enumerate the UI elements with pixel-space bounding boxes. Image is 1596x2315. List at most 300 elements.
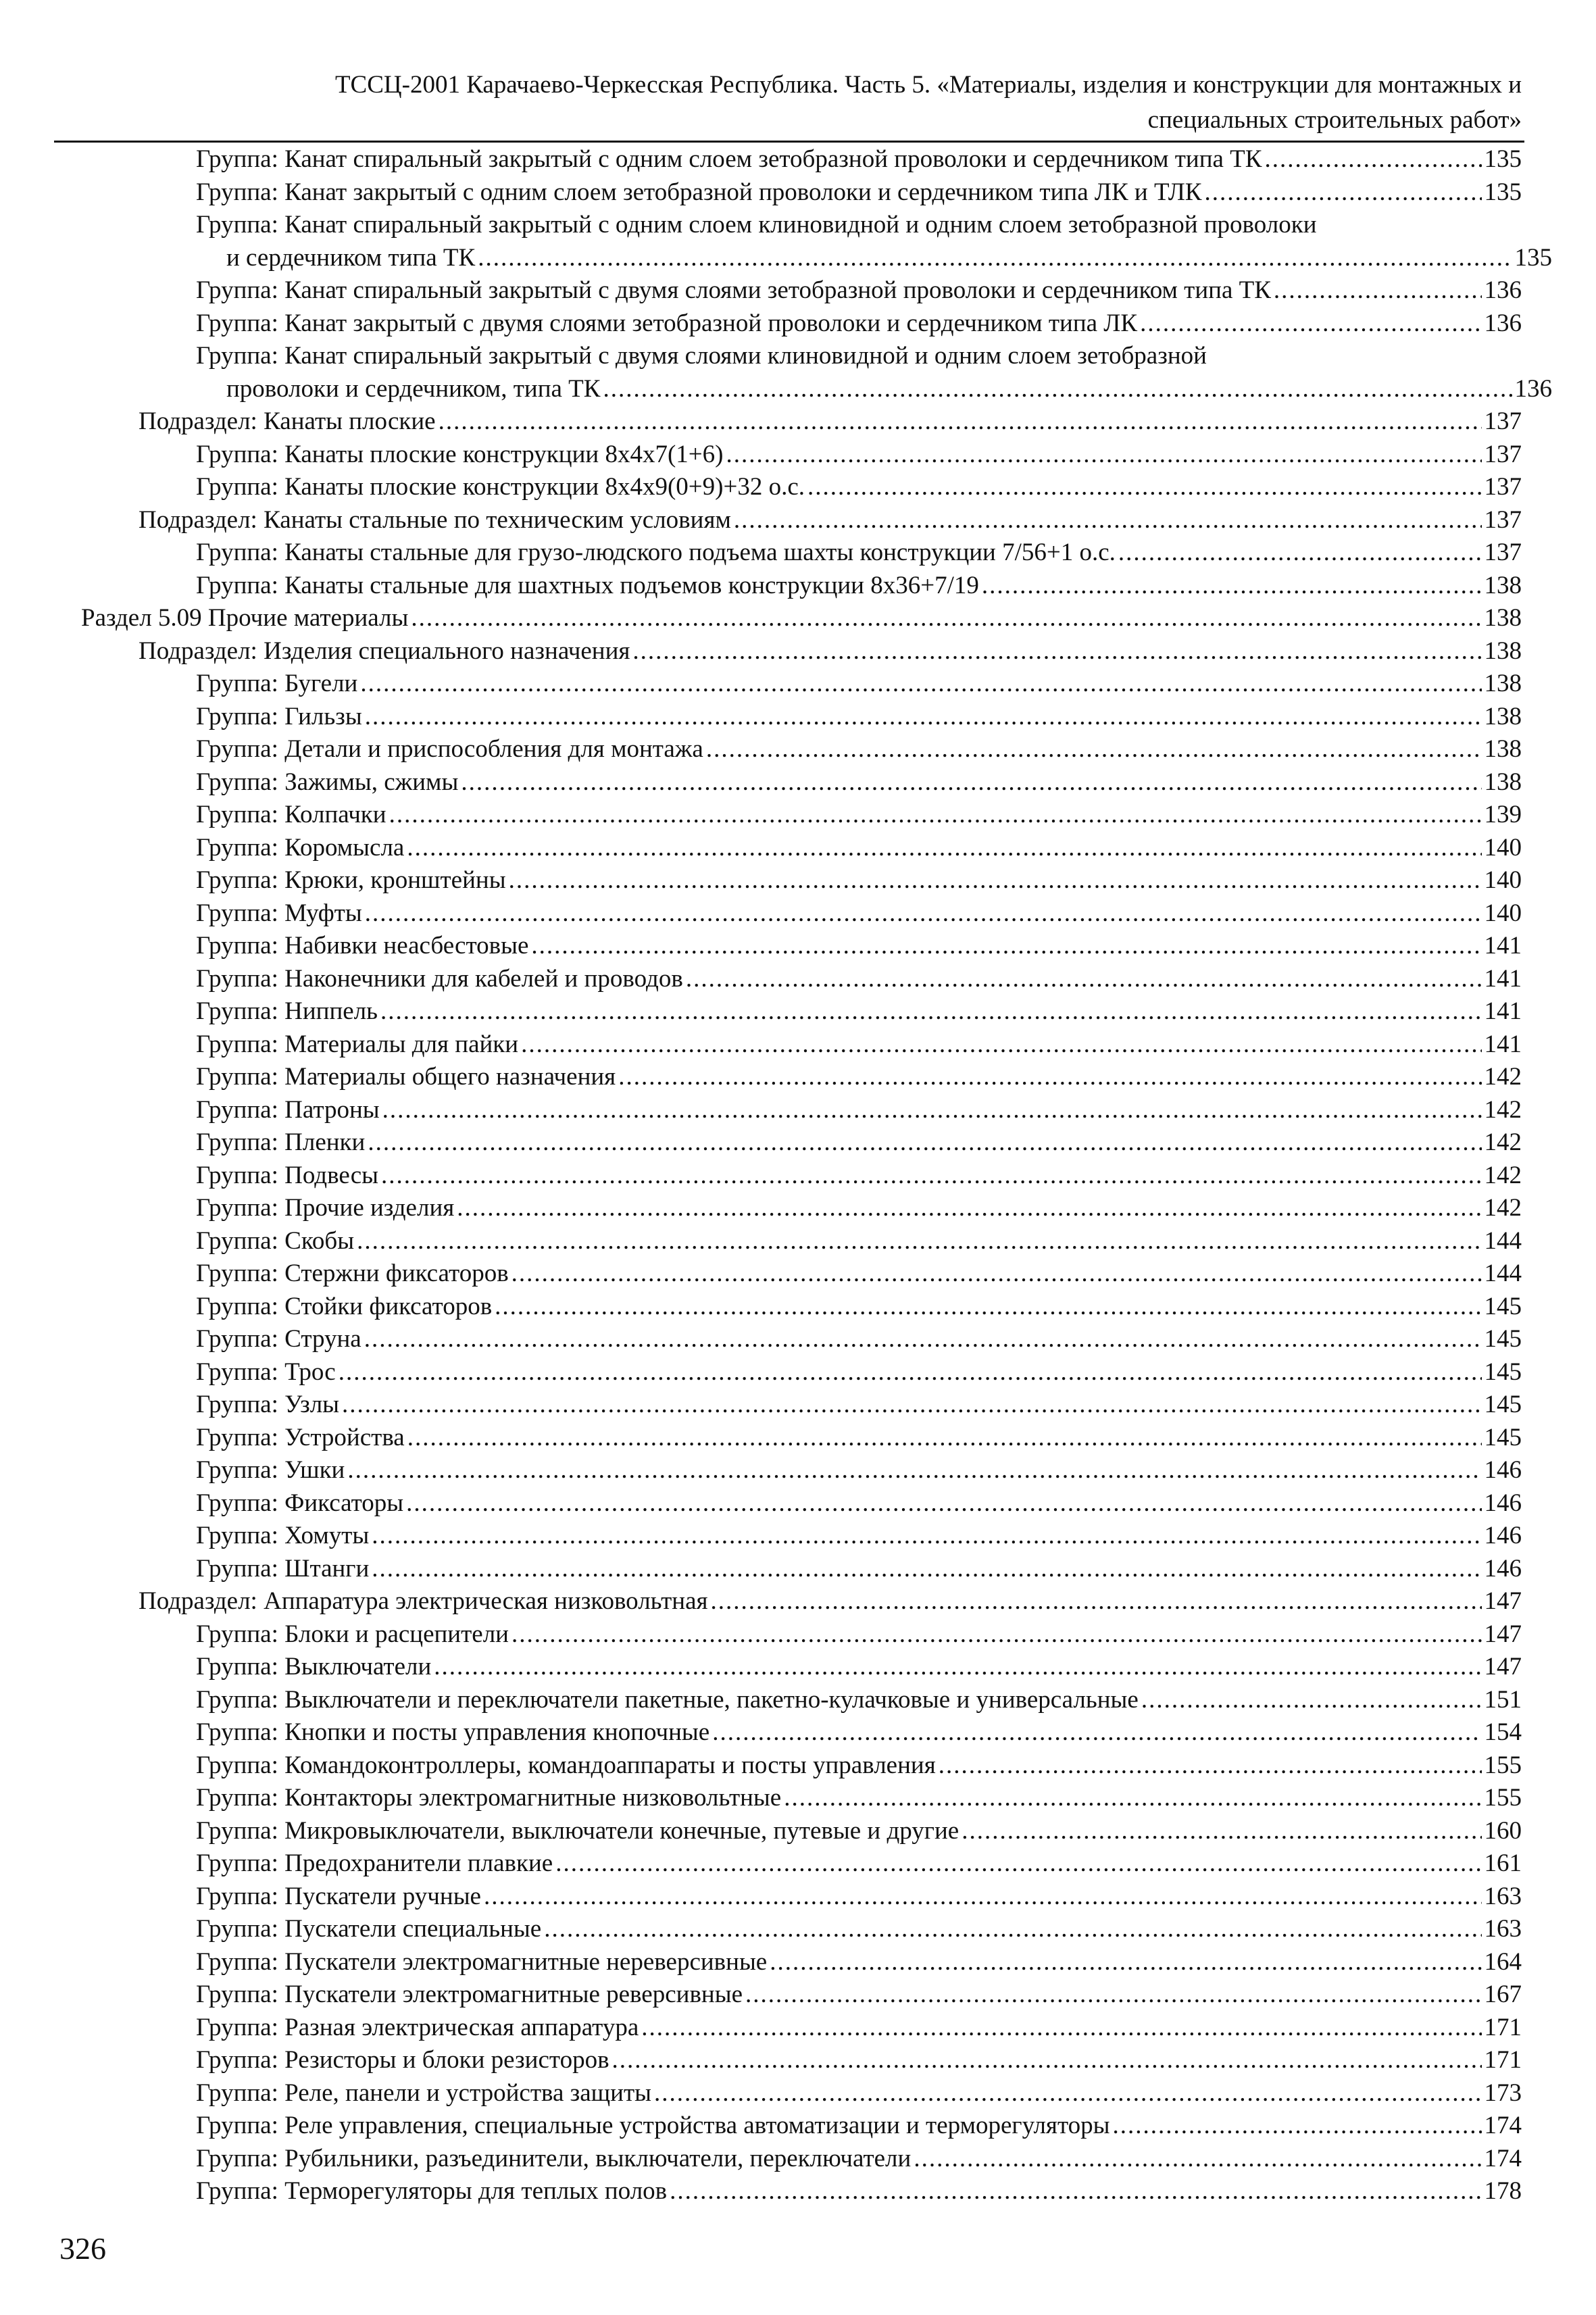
toc-entry-page: 138 xyxy=(1484,735,1522,763)
toc-entry-label xyxy=(139,1585,708,1618)
toc-entry-page: 173 xyxy=(1484,2078,1522,2107)
toc-entry-line xyxy=(196,537,1522,570)
toc-entry-page: 146 xyxy=(1484,1489,1522,1517)
toc-entry-label xyxy=(196,1291,492,1324)
running-header-line-2: специальных строительных работ» xyxy=(1147,106,1522,134)
toc-entry-prefix: Группа: xyxy=(196,833,285,862)
dot-leader xyxy=(365,701,1482,734)
dot-leader xyxy=(484,1881,1482,1914)
toc-entry-line xyxy=(196,307,1522,341)
toc-group-entry xyxy=(0,1192,1522,1225)
toc-entry-title: Резисторы и блоки резисторов xyxy=(284,2046,609,2074)
toc-entry-label xyxy=(196,1487,403,1520)
toc-entry-label xyxy=(196,668,357,701)
toc-entry-label xyxy=(196,799,386,832)
toc-entry-title: Стержни фиксаторов xyxy=(284,1260,509,1287)
dot-leader xyxy=(654,2077,1482,2110)
toc-entry-title: Кнопки и посты управления кнопочные xyxy=(284,1718,710,1746)
dot-leader xyxy=(368,1126,1481,1160)
toc-entry-prefix: Группа: xyxy=(196,539,285,566)
toc-entry-page: 160 xyxy=(1484,1816,1522,1845)
toc-entry-label xyxy=(196,1323,361,1356)
toc-group-entry xyxy=(0,1618,1522,1651)
toc-entry-label xyxy=(196,570,979,603)
toc-group-entry xyxy=(0,274,1522,307)
toc-entry-label xyxy=(196,1454,345,1487)
toc-entry-line xyxy=(196,1553,1522,1586)
toc-entry-title: Канаты плоские конструкции 8х4х7(1+6) xyxy=(284,440,724,468)
dot-leader xyxy=(521,1028,1481,1062)
toc-entry-line xyxy=(196,2012,1522,2045)
toc-entry-label xyxy=(196,1946,767,1979)
dot-leader xyxy=(380,995,1481,1028)
toc-entry-label xyxy=(196,2110,1109,2143)
dot-leader xyxy=(784,1782,1481,1815)
toc-group-entry xyxy=(0,1094,1522,1127)
toc-entry-label xyxy=(196,439,723,472)
toc-entry-title-continuation: проволоки и сердечником, типа ТК xyxy=(226,374,601,403)
toc-entry-first-line xyxy=(196,209,1522,242)
toc-entry-prefix: Группа: xyxy=(196,473,285,501)
dot-leader xyxy=(339,1356,1482,1389)
page-number: 326 xyxy=(59,2231,106,2266)
toc-entry-prefix: Группа: xyxy=(196,309,285,337)
toc-group-entry xyxy=(0,1684,1522,1717)
toc-group-entry xyxy=(0,2077,1522,2110)
toc-group-entry xyxy=(0,733,1522,766)
dot-leader xyxy=(509,864,1482,897)
dot-leader xyxy=(382,1094,1482,1127)
toc-entry-line xyxy=(196,701,1522,734)
toc-entry-title: Патроны xyxy=(284,1095,380,1124)
toc-entry-line xyxy=(196,1913,1522,1946)
toc-group-entry xyxy=(0,143,1522,176)
toc-entry-prefix: Группа: xyxy=(196,1882,285,1910)
toc-entry-label xyxy=(196,1192,454,1225)
toc-entry-title: Канат спиральный закрытый с двумя слоями клиновидной и одним слоем зетобразной xyxy=(284,342,1207,370)
toc-entry-page: 139 xyxy=(1484,801,1522,828)
toc-entry-label xyxy=(196,307,1137,341)
toc-entry-title: Рубильники, разъединители, выключатели, переключатели xyxy=(284,2144,912,2172)
toc-entry-line xyxy=(196,799,1522,832)
toc-entry-page: 147 xyxy=(1484,1587,1522,1615)
toc-entry-line xyxy=(196,1978,1522,2012)
dot-leader xyxy=(357,1225,1481,1258)
toc-group-entry xyxy=(0,2110,1522,2143)
toc-entry-line xyxy=(196,2110,1522,2143)
toc-entry-page: 155 xyxy=(1484,1784,1522,1812)
toc-entry-page: 146 xyxy=(1484,1554,1522,1583)
toc-entry-title: Пускатели электромагнитные реверсивные xyxy=(284,1981,743,2008)
dot-leader xyxy=(1118,537,1482,570)
toc-entry-line xyxy=(196,1946,1522,1979)
toc-entry-page: 137 xyxy=(1484,440,1522,468)
toc-entry-label xyxy=(81,602,408,635)
toc-entry-prefix: Группа: xyxy=(196,768,285,796)
dot-leader xyxy=(544,1913,1481,1946)
toc-entry-label xyxy=(196,1225,354,1258)
toc-entry-prefix: Подраздел: xyxy=(139,407,264,435)
toc-entry-prefix: Группа: xyxy=(196,801,285,828)
toc-entry-line xyxy=(196,570,1522,603)
toc-entry-title: Бугели xyxy=(284,670,358,697)
toc-entry-title: Разная электрическая аппаратура xyxy=(284,2013,639,2041)
toc-entry-page: 154 xyxy=(1484,1718,1522,1746)
toc-entry-label xyxy=(196,1815,959,1848)
toc-entry-page: 174 xyxy=(1484,2112,1522,2139)
toc-entry-page: 146 xyxy=(1484,1522,1522,1549)
toc-entry-title: Канаты стальные по техническим условиям xyxy=(264,505,731,534)
toc-entry-label xyxy=(196,1126,365,1160)
toc-entry-label xyxy=(196,537,1116,570)
toc-group-entry xyxy=(0,1847,1522,1881)
dot-leader xyxy=(434,1651,1481,1684)
toc-group-entry xyxy=(0,864,1522,897)
toc-entry-line xyxy=(196,1061,1522,1094)
dot-leader xyxy=(1274,274,1482,307)
toc-entry-page: 164 xyxy=(1484,1947,1522,1976)
toc-entry-line xyxy=(196,1782,1522,1815)
toc-entry-title: Микровыключатели, выключатели конечные, путевые и другие xyxy=(284,1816,959,1845)
dot-leader xyxy=(770,1946,1481,1979)
toc-entry-line xyxy=(196,1684,1522,1717)
header-divider xyxy=(54,141,1524,143)
toc-entry-label xyxy=(196,1684,1139,1717)
toc-entry-prefix: Группа: xyxy=(196,1554,285,1583)
toc-entry-page: 151 xyxy=(1484,1685,1522,1714)
dot-leader xyxy=(347,1454,1481,1487)
toc-entry-prefix: Группа: xyxy=(196,1784,285,1812)
toc-entry-page: 163 xyxy=(1484,1915,1522,1943)
dot-leader xyxy=(555,1847,1481,1881)
toc-entry-page: 144 xyxy=(1484,1226,1522,1255)
toc-entry-label xyxy=(196,2175,667,2208)
dot-leader xyxy=(1204,176,1481,209)
toc-group-entry xyxy=(0,799,1522,832)
toc-group-entry xyxy=(0,766,1522,799)
toc-entry-prefix: Группа: xyxy=(196,1030,285,1058)
toc-group-entry xyxy=(0,1881,1522,1914)
toc-entry-prefix: Группа: xyxy=(196,342,285,370)
toc-group-entry xyxy=(0,209,1552,274)
toc-entry-page: 145 xyxy=(1484,1423,1522,1451)
toc-entry-line xyxy=(196,1881,1522,1914)
toc-entry-line xyxy=(196,864,1522,897)
toc-group-entry xyxy=(0,2175,1522,2208)
toc-group-entry xyxy=(0,963,1522,996)
toc-entry-line xyxy=(139,405,1522,439)
toc-group-entry xyxy=(0,1454,1522,1487)
toc-entry-title: Канат спиральный закрытый с одним слоем клиновидной и одним слоем зетобразной проволоки xyxy=(284,211,1317,239)
toc-entry-line xyxy=(196,832,1522,865)
toc-entry-line xyxy=(196,176,1522,209)
toc-entry-title: Канаты плоские конструкции 8х4х9(0+9)+32 о.с. xyxy=(284,473,805,501)
dot-leader xyxy=(618,1061,1481,1094)
toc-entry-line xyxy=(196,668,1522,701)
toc-entry-page: 141 xyxy=(1484,964,1522,993)
toc-entry-label xyxy=(196,143,1262,176)
dot-leader xyxy=(360,668,1481,701)
toc-group-entry xyxy=(0,701,1522,734)
toc-entry-page: 136 xyxy=(1484,309,1522,337)
toc-group-entry xyxy=(0,176,1522,209)
toc-entry-label xyxy=(196,176,1201,209)
toc-entry-label xyxy=(196,1094,380,1127)
toc-entry-prefix: Подраздел: xyxy=(139,505,264,534)
toc-entry-title: Муфты xyxy=(284,899,362,927)
toc-entry-line xyxy=(196,274,1522,307)
toc-entry-prefix: Группа: xyxy=(196,1849,285,1877)
toc-entry-label xyxy=(196,963,683,996)
toc-entry-label xyxy=(196,2077,651,2110)
toc-entry-line xyxy=(196,1323,1522,1356)
dot-leader xyxy=(1140,307,1481,341)
toc-entry-line xyxy=(196,1160,1522,1193)
toc-entry-line xyxy=(196,1126,1522,1160)
toc-group-entry xyxy=(0,2143,1522,2176)
toc-entry-label xyxy=(196,1520,369,1553)
toc-entry-prefix: Группа: xyxy=(196,2144,285,2172)
toc-entry-title: Предохранители плавкие xyxy=(284,1849,553,1877)
toc-entry-title: Изделия специального назначения xyxy=(264,637,630,665)
toc-entry-title: Материалы общего назначения xyxy=(284,1063,616,1091)
toc-entry-page: 141 xyxy=(1484,997,1522,1025)
toc-group-entry xyxy=(0,1225,1522,1258)
toc-entry-page: 137 xyxy=(1484,407,1522,435)
toc-entry-prefix: Группа: xyxy=(196,2177,285,2205)
toc-section-entry xyxy=(0,602,1522,635)
toc-entry-prefix: Группа: xyxy=(196,1358,285,1386)
toc-entry-page: 163 xyxy=(1484,1882,1522,1910)
toc-entry-prefix: Группа: xyxy=(196,1456,285,1484)
toc-entry-prefix: Группа: xyxy=(196,2013,285,2041)
toc-group-entry xyxy=(0,1291,1522,1324)
toc-entry-label xyxy=(196,1847,553,1881)
toc-entry-prefix: Группа: xyxy=(196,997,285,1025)
toc-entry-continuation-line xyxy=(196,373,1552,406)
toc-entry-title: Выключатели xyxy=(284,1653,432,1681)
toc-entry-first-line xyxy=(196,340,1522,373)
toc-entry-label xyxy=(196,733,703,766)
toc-entry-title: Канат спиральный закрытый с одним слоем зетобразной проволоки и сердечником типа ТК xyxy=(284,145,1262,173)
toc-entry-prefix: Подраздел: xyxy=(139,1587,264,1615)
toc-group-entry xyxy=(0,2044,1522,2077)
toc-entry-title: Гильзы xyxy=(284,702,362,730)
toc-entry-prefix: Группа: xyxy=(196,1653,285,1681)
toc-entry-title: Канаты плоские xyxy=(264,407,436,435)
toc-entry-prefix: Группа: xyxy=(196,932,285,960)
toc-entry-title: Ниппель xyxy=(284,997,378,1025)
dot-leader xyxy=(531,930,1481,963)
toc-group-entry xyxy=(0,1323,1522,1356)
toc-entry-page: 141 xyxy=(1484,1030,1522,1058)
toc-entry-line xyxy=(196,1389,1522,1422)
toc-entry-page: 142 xyxy=(1484,1095,1522,1124)
toc-entry-line xyxy=(139,504,1522,537)
toc-entry-line xyxy=(196,1356,1522,1389)
toc-entry-page: 138 xyxy=(1484,604,1522,632)
toc-entry-label xyxy=(196,1422,405,1455)
toc-entry-label xyxy=(196,1881,481,1914)
toc-group-entry xyxy=(0,1160,1522,1193)
dot-leader xyxy=(512,1258,1482,1291)
toc-entry-line xyxy=(196,1618,1522,1651)
toc-entry-title: Канат спиральный закрытый с двумя слоями зетобразной проволоки и сердечником типа ТК xyxy=(284,276,1271,304)
toc-entry-prefix: Группа: xyxy=(196,1063,285,1091)
dot-leader xyxy=(381,1160,1482,1193)
toc-group-entry xyxy=(0,1651,1522,1684)
toc-entry-page: 140 xyxy=(1484,866,1522,894)
dot-leader xyxy=(939,1749,1482,1783)
toc-entry-label xyxy=(139,635,630,668)
dot-leader xyxy=(457,1192,1481,1225)
toc-group-entry xyxy=(0,1978,1522,2012)
toc-entry-line xyxy=(196,2077,1522,2110)
dot-leader xyxy=(726,439,1481,472)
toc-group-entry xyxy=(0,1028,1522,1062)
toc-group-entry xyxy=(0,1422,1522,1455)
toc-entry-prefix: Группа: xyxy=(196,1423,285,1451)
toc-group-entry xyxy=(0,995,1522,1028)
toc-entry-line xyxy=(196,1847,1522,1881)
toc-entry-title: Пускатели электромагнитные нереверсивные xyxy=(284,1947,768,1976)
toc-entry-prefix: Группа: xyxy=(196,276,285,304)
toc-entry-prefix: Группа: xyxy=(196,145,285,173)
toc-entry-page: 145 xyxy=(1484,1391,1522,1418)
toc-entry-line xyxy=(196,2175,1522,2208)
toc-entry-title: Командоконтроллеры, командоаппараты и посты управления xyxy=(284,1751,936,1779)
toc-group-entry xyxy=(0,1356,1522,1389)
toc-entry-line xyxy=(139,635,1522,668)
toc-entry-prefix: Группа: xyxy=(196,2112,285,2139)
toc-entry-line xyxy=(196,1454,1522,1487)
toc-entry-line xyxy=(196,1815,1522,1848)
toc-entry-label xyxy=(196,1716,709,1749)
toc-entry-title: Терморегуляторы для теплых полов xyxy=(284,2177,668,2205)
toc-entry-label xyxy=(139,405,436,439)
dot-leader xyxy=(914,2143,1481,2176)
toc-entry-label xyxy=(196,2143,911,2176)
toc-group-entry xyxy=(0,1749,1522,1783)
toc-entry-page: 137 xyxy=(1484,539,1522,566)
toc-group-entry xyxy=(0,1126,1522,1160)
dot-leader xyxy=(512,1618,1482,1651)
toc-group-entry xyxy=(0,1815,1522,1848)
dot-leader xyxy=(711,1585,1482,1618)
toc-entry-label xyxy=(196,995,378,1028)
toc-entry-label xyxy=(196,930,528,963)
toc-entry-prefix: Группа: xyxy=(196,1522,285,1549)
toc-entry-title: Набивки неасбестовые xyxy=(284,932,529,960)
toc-entry-title: Контакторы электромагнитные низковольтные xyxy=(284,1784,782,1812)
toc-entry-line xyxy=(196,897,1522,930)
toc-entry-prefix: Группа: xyxy=(196,1260,285,1287)
dot-leader xyxy=(407,832,1481,865)
dot-leader xyxy=(745,1978,1481,2012)
toc-entry-page: 136 xyxy=(1514,374,1552,403)
toc-entry-page: 138 xyxy=(1484,637,1522,665)
toc-group-entry xyxy=(0,668,1522,701)
dot-leader xyxy=(406,1487,1481,1520)
toc-entry-line xyxy=(196,1651,1522,1684)
toc-entry-label xyxy=(196,471,805,504)
toc-entry-prefix: Группа: xyxy=(196,211,285,239)
dot-leader xyxy=(982,570,1482,603)
dot-leader xyxy=(706,733,1482,766)
toc-entry-label xyxy=(196,897,362,930)
toc-entry-page: 135 xyxy=(1514,243,1552,272)
toc-entry-prefix: Группа: xyxy=(196,571,285,599)
toc-entry-prefix: Группа: xyxy=(196,1095,285,1124)
dot-leader xyxy=(603,373,1512,406)
toc-entry-label xyxy=(196,1978,743,2012)
dot-leader xyxy=(461,766,1481,799)
toc-group-entry xyxy=(0,897,1522,930)
toc-entry-prefix: Группа: xyxy=(196,2078,285,2107)
toc-entry-line xyxy=(196,1258,1522,1291)
dot-leader xyxy=(670,2175,1481,2208)
toc-subsection-entry xyxy=(0,635,1522,668)
toc-entry-line xyxy=(196,1192,1522,1225)
toc-entry-label xyxy=(196,766,458,799)
toc-entry-title: Детали и приспособления для монтажа xyxy=(284,735,703,763)
toc-entry-page: 171 xyxy=(1484,2046,1522,2074)
toc-entry-page: 135 xyxy=(1484,145,1522,173)
toc-entry-title: Выключатели и переключатели пакетные, пакетно-кулачковые и универсальные xyxy=(284,1685,1139,1714)
dot-leader xyxy=(372,1553,1481,1586)
toc-entry-title: Канат закрытый с двумя слоями зетобразной проволоки и сердечником типа ЛК xyxy=(284,309,1138,337)
toc-entry-page: 145 xyxy=(1484,1358,1522,1386)
toc-entry-title: Прочие изделия xyxy=(284,1194,455,1222)
dot-leader xyxy=(365,897,1482,930)
toc-group-entry xyxy=(0,930,1522,963)
toc-group-entry xyxy=(0,307,1522,341)
toc-entry-page: 142 xyxy=(1484,1063,1522,1091)
toc-entry-prefix: Группа: xyxy=(196,1620,285,1648)
toc-entry-page: 140 xyxy=(1484,833,1522,862)
toc-entry-page: 144 xyxy=(1484,1260,1522,1287)
toc-entry-line xyxy=(196,1716,1522,1749)
toc-entry-line xyxy=(196,143,1522,176)
toc-entry-continuation-line xyxy=(196,242,1552,275)
toc-entry-title: Фиксаторы xyxy=(284,1489,404,1517)
toc-entry-line xyxy=(196,1422,1522,1455)
toc-entry-line xyxy=(196,1094,1522,1127)
toc-entry-page: 142 xyxy=(1484,1161,1522,1189)
toc-entry-page: 145 xyxy=(1484,1325,1522,1353)
toc-entry-title: Пускатели специальные xyxy=(284,1915,542,1943)
toc-entry-prefix: Группа: xyxy=(196,866,285,894)
toc-entry-page: 135 xyxy=(1484,178,1522,206)
dot-leader xyxy=(364,1323,1482,1356)
toc-entry-label xyxy=(196,2044,609,2077)
toc-entry-label xyxy=(196,1258,509,1291)
toc-group-entry xyxy=(0,1389,1522,1422)
toc-entry-title-continuation: и сердечником типа ТК xyxy=(226,243,476,272)
toc-entry-prefix: Группа: xyxy=(196,964,285,993)
dot-leader xyxy=(686,963,1482,996)
toc-entry-line xyxy=(196,1028,1522,1062)
dot-leader xyxy=(734,504,1482,537)
toc-subsection-entry xyxy=(0,1585,1522,1618)
toc-entry-page: 167 xyxy=(1484,1981,1522,2008)
toc-entry-prefix: Группа: xyxy=(196,735,285,763)
toc-entry-page: 174 xyxy=(1484,2144,1522,2172)
toc-entry-page: 147 xyxy=(1484,1653,1522,1681)
toc-entry-page: 161 xyxy=(1484,1849,1522,1877)
toc-entry-title: Штанги xyxy=(284,1554,370,1583)
toc-entry-page: 137 xyxy=(1484,473,1522,501)
